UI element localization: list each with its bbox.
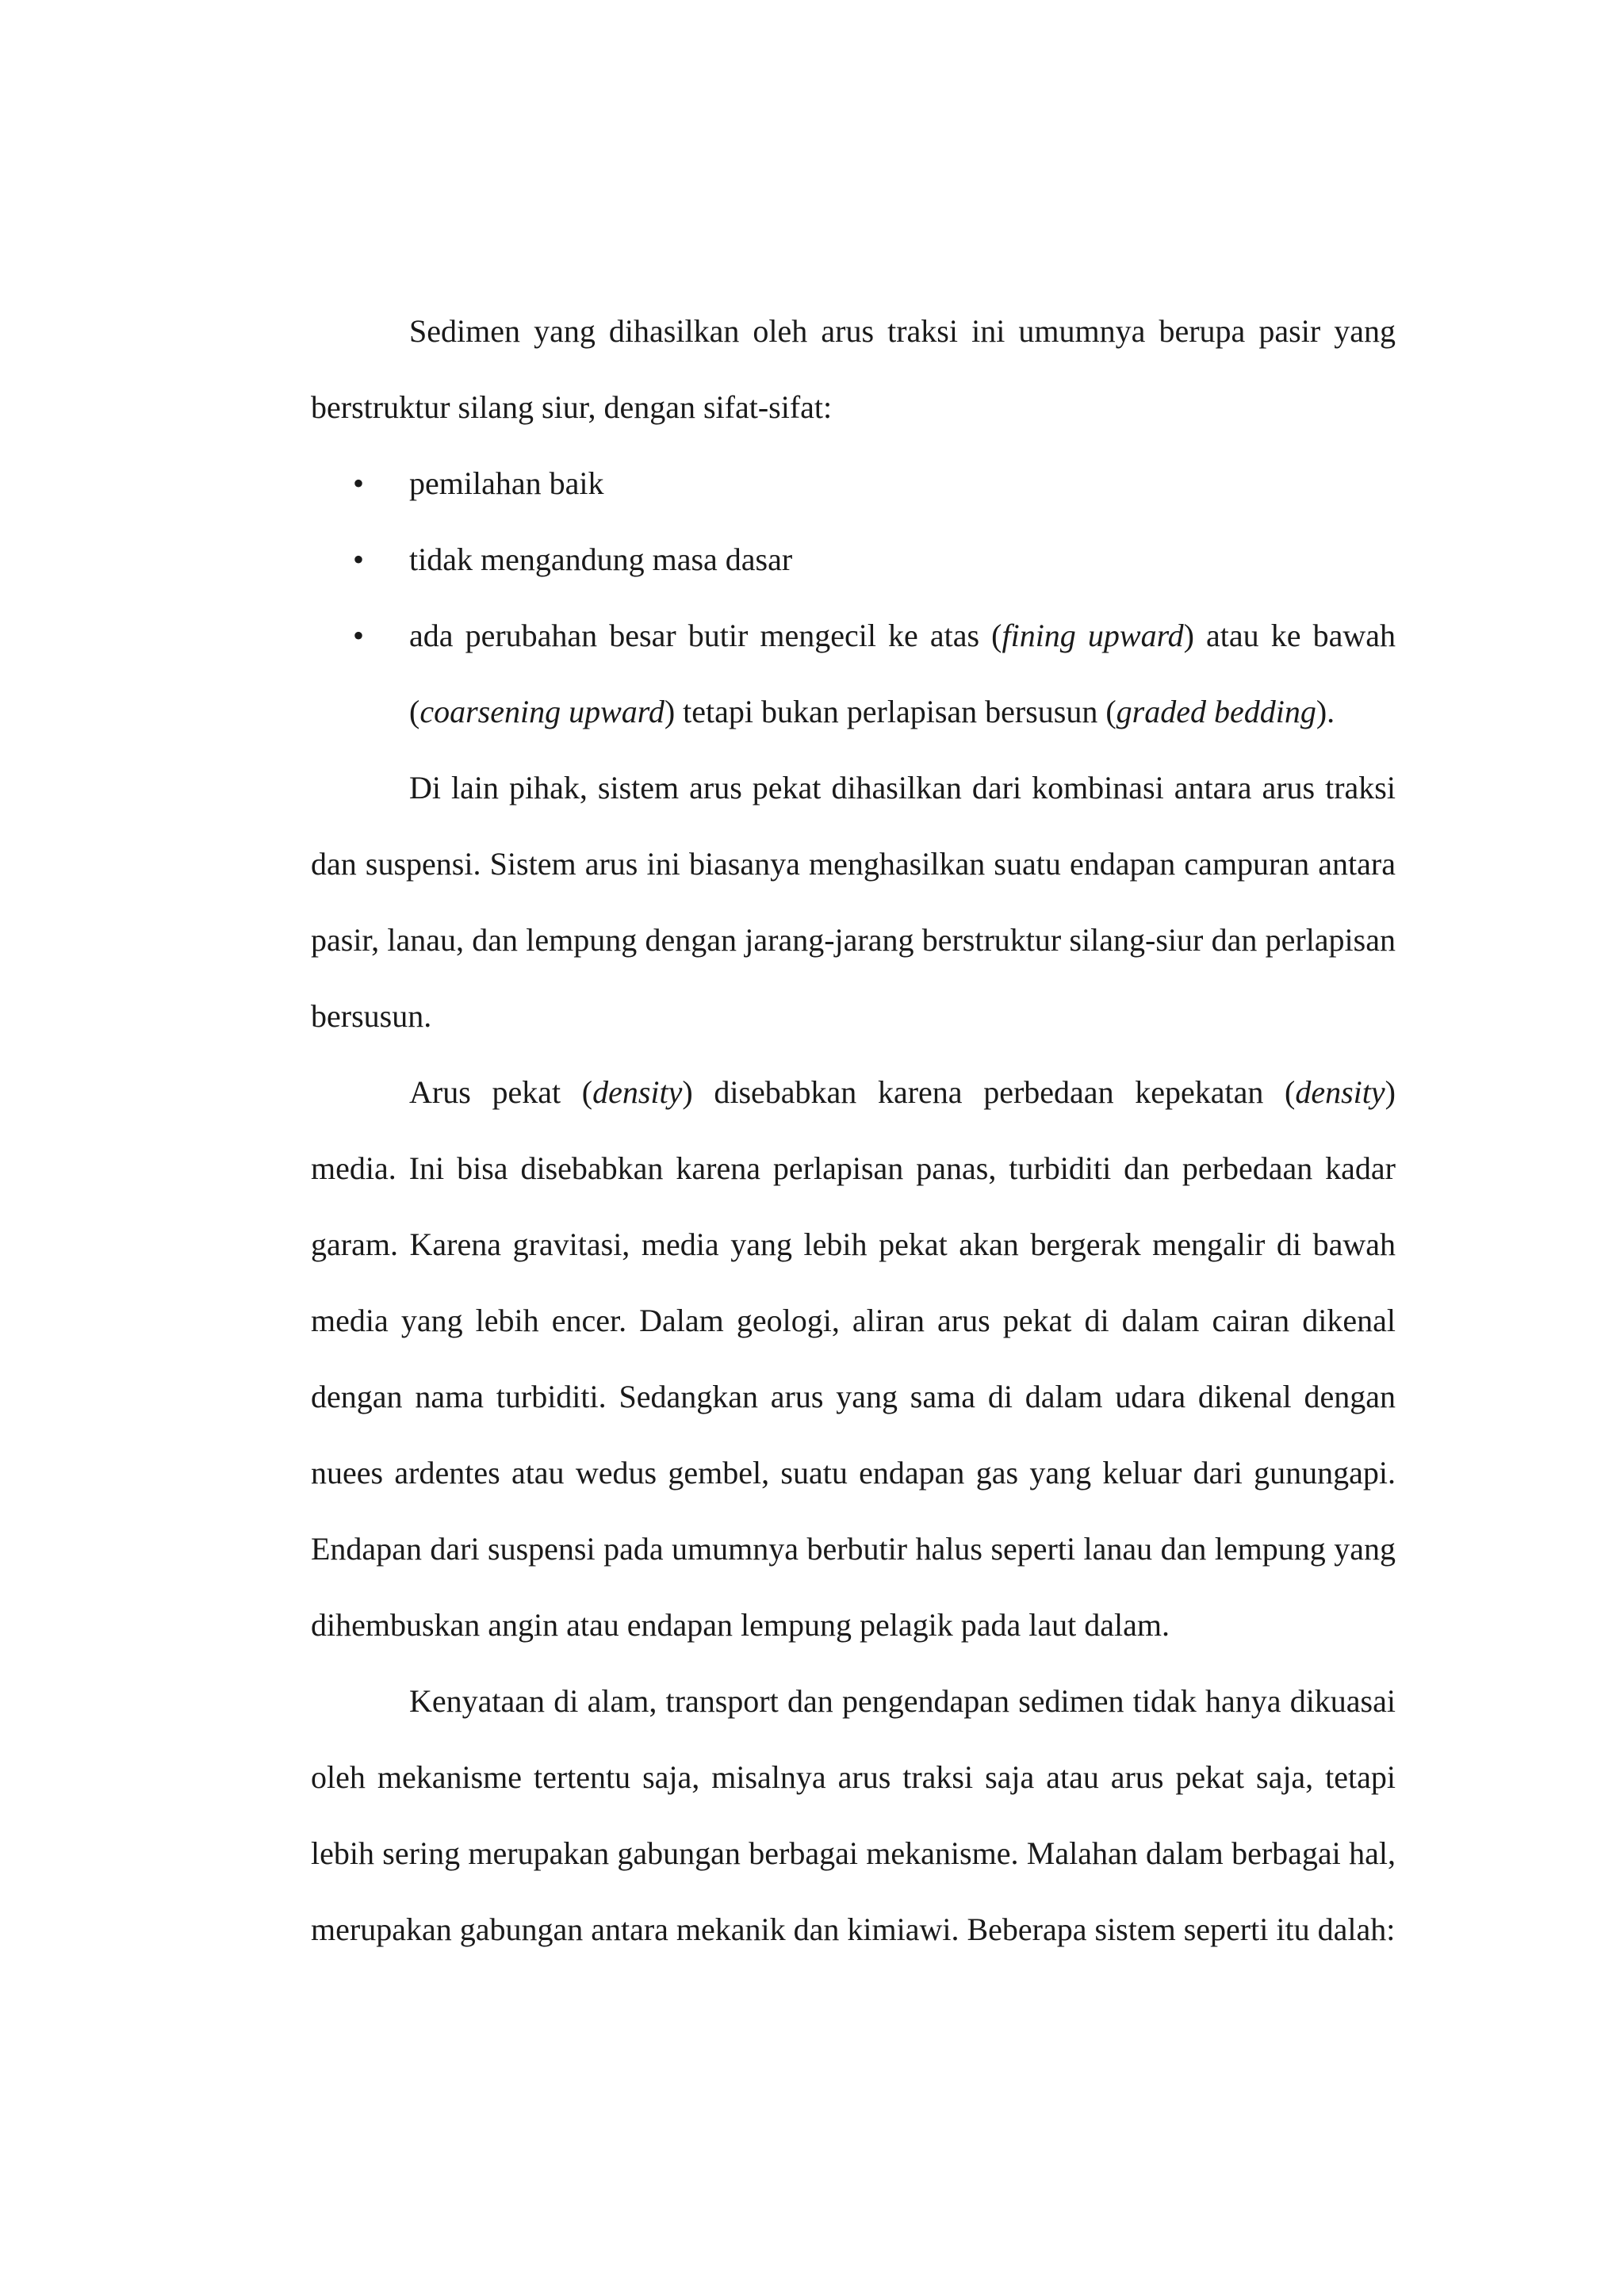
list-item xyxy=(311,446,1396,522)
paragraph-mechanisms: Kenyataan di alam, transport dan pengendapan sedimen tidak hanya dikuasai oleh mekanisme tertentu saja, misalnya arus traksi saja atau arus pekat saja, tetapi lebih sering merupakan gabungan berbagai mekanisme. Malahan dalam berbagai hal, merupakan gabungan antara mekanik dan kimiawi. Beberapa sistem seperti itu dalah: xyxy=(311,1683,1396,1947)
paragraph-text: ) disebabkan karena perbedaan kepekatan ( xyxy=(682,1074,1296,1110)
term-graded-bedding: graded bedding xyxy=(1116,694,1316,729)
list-item-text: ada perubahan besar butir mengecil ke atas ( xyxy=(409,618,1002,653)
bullet-icon: • xyxy=(352,541,364,577)
bullet-icon: • xyxy=(352,465,364,501)
term-density: density xyxy=(592,1074,683,1110)
body-text xyxy=(311,293,1396,1968)
bullet-icon: • xyxy=(352,618,364,653)
paragraph-text: Arus pekat ( xyxy=(409,1074,593,1110)
term-fining-upward: fining upward xyxy=(1002,618,1184,653)
term-coarsening-upward: coarsening upward xyxy=(419,694,665,729)
paragraph-text: ) media. Ini bisa disebabkan karena perlapisan panas, turbiditi dan perbedaan kadar garam. Karena gravitasi, media yang lebih pekat akan bergerak mengalir di bawah media yang lebih encer. Dalam geologi, aliran arus pekat di dalam cairan dikenal dengan nama turbiditi. Sedangkan arus yang sama di dalam udara dikenal dengan nuees ardentes atau wedus gembel, suatu endapan gas yang keluar dari gunungapi. Endapan dari suspensi pada umumnya berbutir halus seperti lanau dan lempung yang dihembuskan angin atau endapan lempung pelagik pada laut dalam. xyxy=(311,1074,1396,1643)
paragraph-density-cause xyxy=(311,1054,1396,1663)
properties-list xyxy=(311,446,1396,750)
paragraph-density-current: Di lain pihak, sistem arus pekat dihasilkan dari kombinasi antara arus traksi dan suspensi. Sistem arus ini biasanya menghasilkan suatu endapan campuran antara pasir, lanau, dan lempung dengan jarang-jarang berstruktur silang-siur dan perlapisan bersusun. xyxy=(311,770,1396,1034)
list-item-text: pemilahan baik xyxy=(409,465,604,501)
list-item xyxy=(311,522,1396,598)
list-item xyxy=(311,598,1396,750)
term-density: density xyxy=(1295,1074,1385,1110)
list-item-text: tidak mengandung masa dasar xyxy=(409,541,793,577)
list-item-text: ) tetapi bukan perlapisan bersusun ( xyxy=(664,694,1116,729)
list-item-text: ). xyxy=(1316,694,1335,729)
list-item-text: ) atau ke bawah ( xyxy=(409,618,1396,729)
paragraph-traction-sediment: Sedimen yang dihasilkan oleh arus traksi ini umumnya berupa pasir yang berstruktur silang siur, dengan sifat-sifat: xyxy=(311,313,1396,425)
